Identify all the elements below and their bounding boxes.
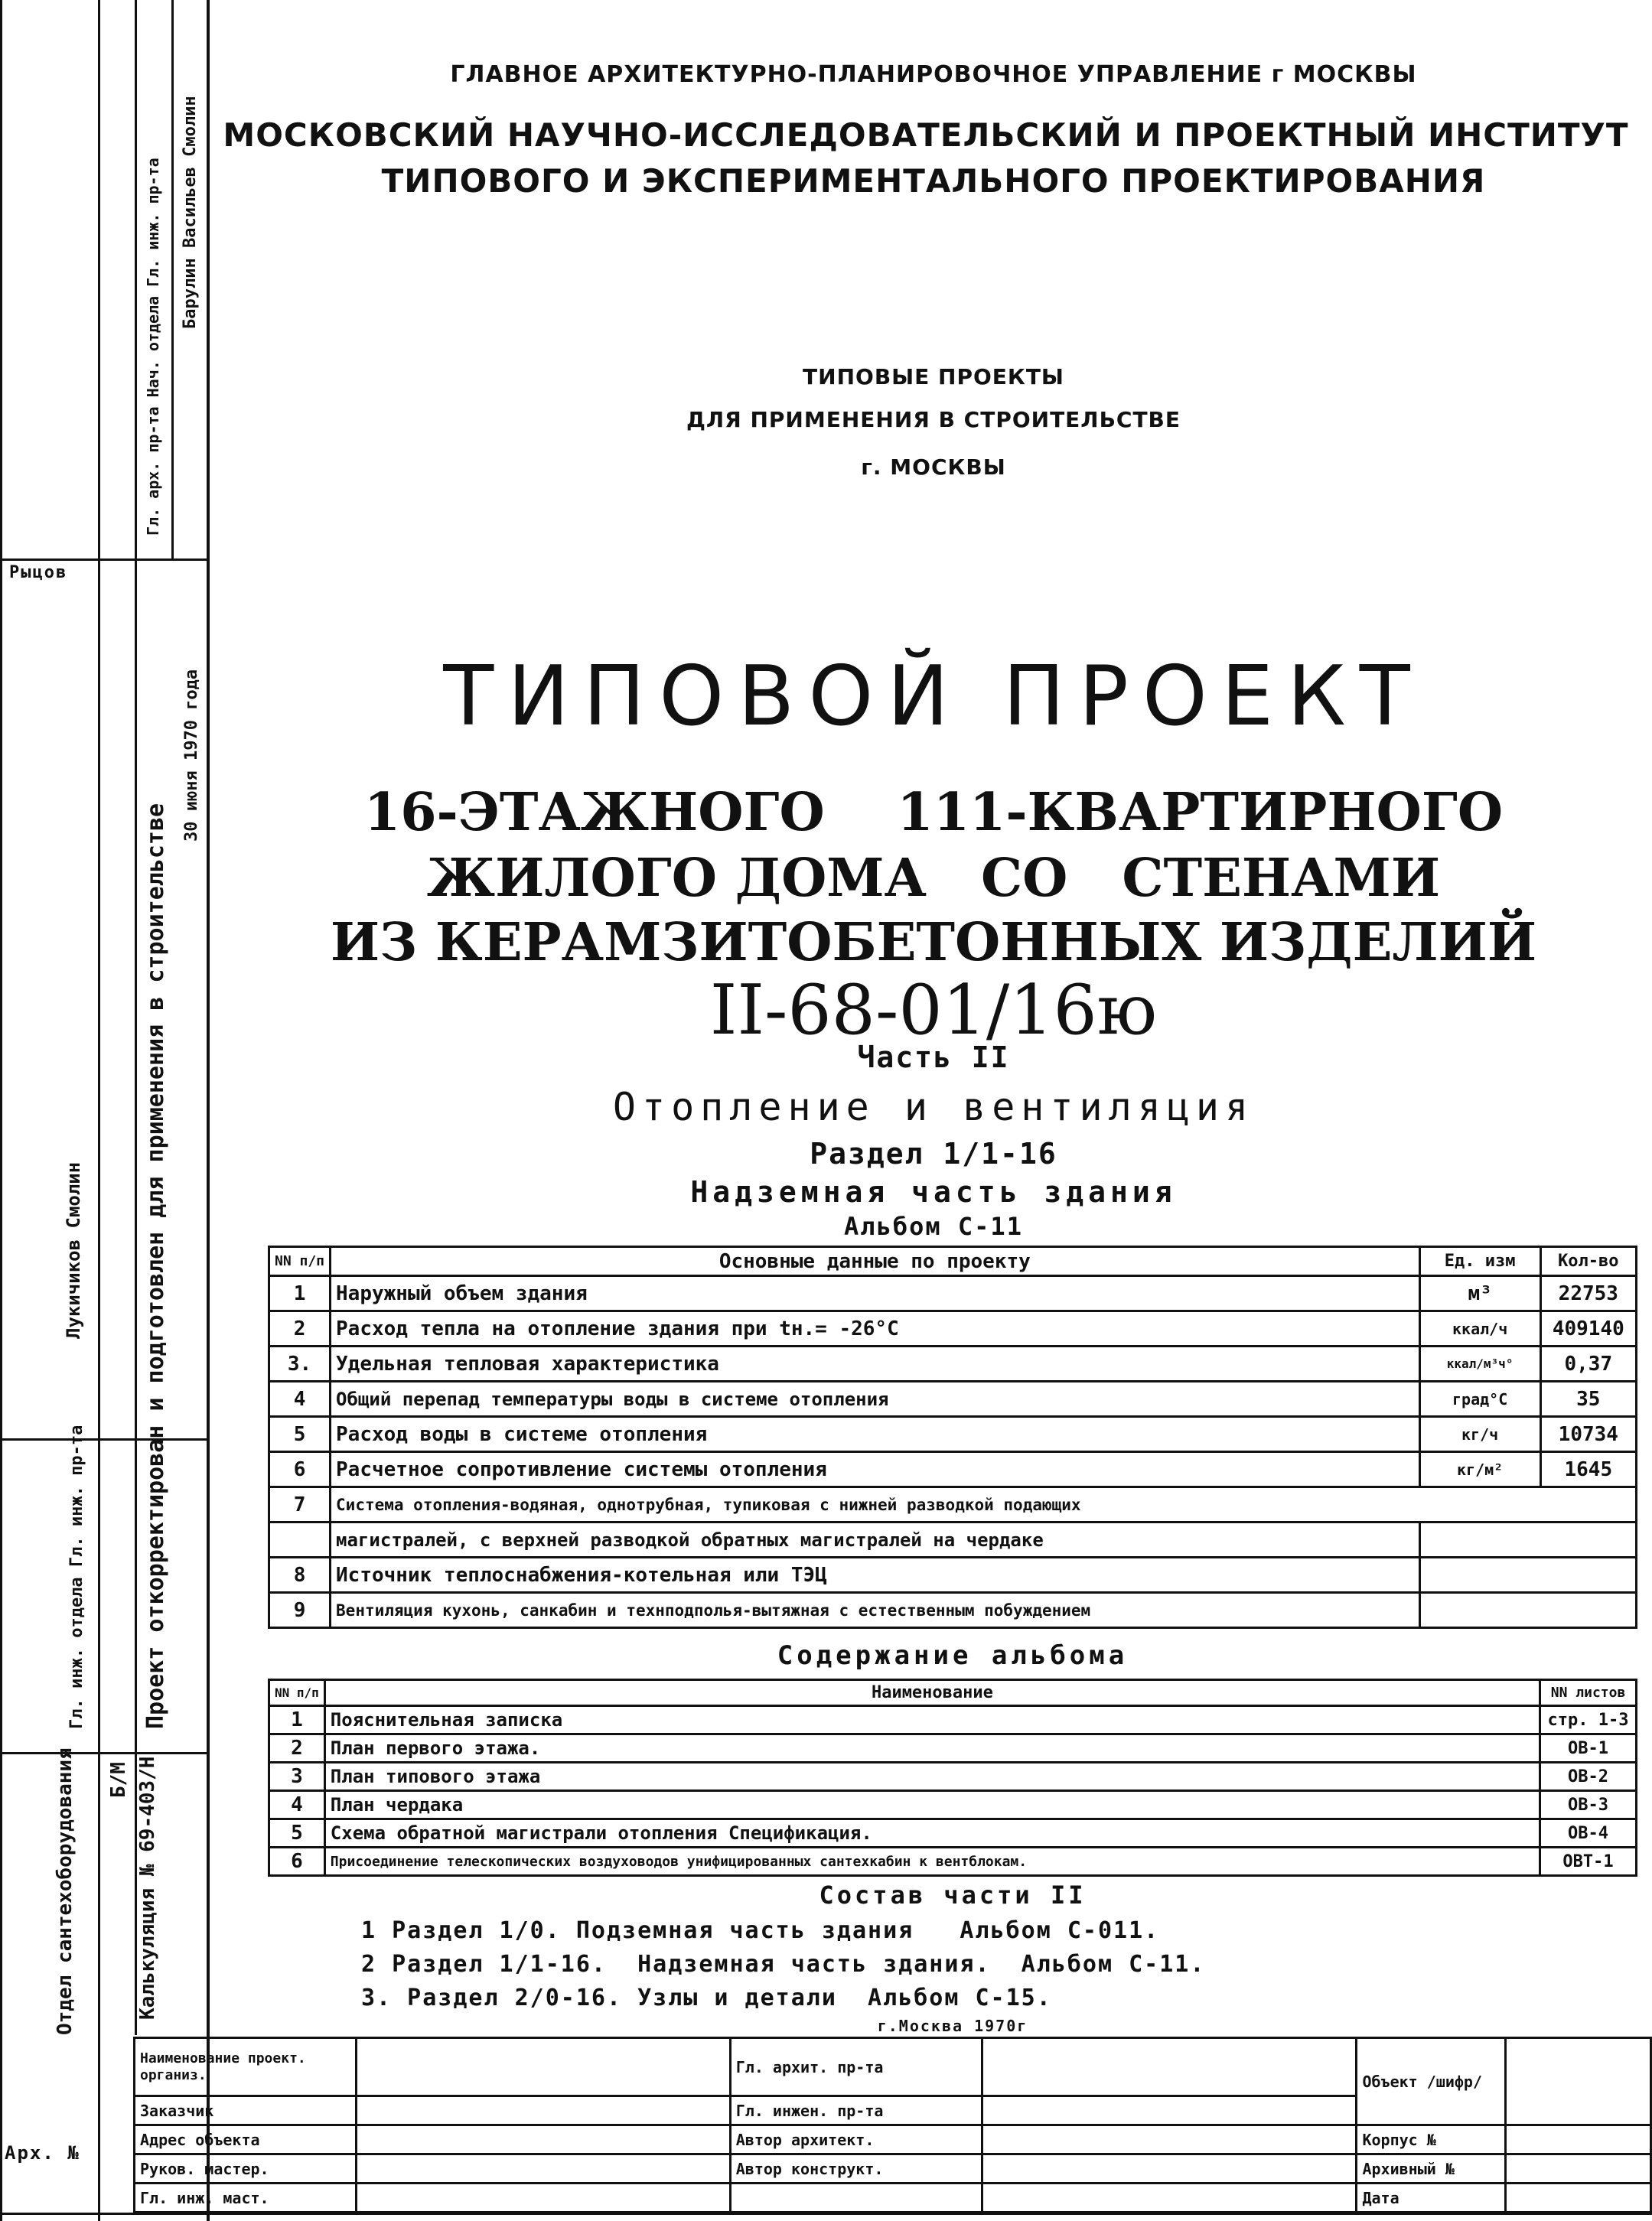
- cell: Пояснительная записка: [324, 1706, 1540, 1734]
- cell: ОВ-2: [1540, 1763, 1637, 1791]
- cell: Расчетное сопротивление системы отопления: [331, 1452, 1420, 1487]
- cell: 4: [269, 1791, 325, 1819]
- title-block-row: [135, 2125, 1651, 2154]
- cell: 0,37: [1540, 1347, 1636, 1382]
- margin-stamp: Рыцов: [9, 563, 68, 582]
- cell: План первого этажа.: [324, 1734, 1540, 1763]
- cell: ккал/м³ч°: [1419, 1347, 1540, 1382]
- cell: кг/м²: [1419, 1452, 1540, 1487]
- project-code: II-68-01/16ю: [709, 970, 1158, 1050]
- title-block-label: Дата: [1357, 2184, 1506, 2213]
- composition-item-1: 1 Раздел 1/0. Подземная часть здания Альбом С-011.: [361, 1917, 1160, 1944]
- cell: кг/ч: [1419, 1417, 1540, 1452]
- left-margin-line: [0, 0, 2, 2221]
- cell: 8: [269, 1558, 331, 1593]
- table-row: [269, 1848, 1637, 1876]
- series-line3: г. МОСКВЫ: [861, 454, 1006, 480]
- directorate-heading: ГЛАВНОЕ АРХИТЕКТУРНО-ПЛАНИРОВОЧНОЕ УПРАВЛЕНИЕ г МОСКВЫ: [450, 61, 1417, 88]
- title-block-label: Наименование проект. организ.: [135, 2038, 357, 2096]
- cell: 6: [269, 1452, 331, 1487]
- title-block-value: [356, 2125, 730, 2154]
- table-header-row: [269, 1247, 1637, 1276]
- title-block-value: [1506, 2038, 1651, 2125]
- title-block-label: Гл. архит. пр-та: [730, 2038, 982, 2096]
- margin-approval-text: Проект откорректирован и подготовлен для применения в строительстве: [142, 803, 169, 1729]
- cell: Общий перепад температуры воды в системе отопления: [331, 1382, 1420, 1417]
- composition-title: Состав части II: [819, 1881, 1087, 1910]
- section-name: Отопление и вентиляция: [612, 1085, 1255, 1129]
- margin-dept-short: Б/М: [107, 1762, 130, 1798]
- margin-dept: Отдел сантехоборудования: [54, 1747, 77, 2035]
- margin-col-line-1: [98, 0, 100, 2221]
- header-cell: NN п/п: [269, 1247, 331, 1276]
- composition-item-3: 3. Раздел 2/0-16. Узлы и детали Альбом С-15.: [361, 1985, 1052, 2011]
- document-title: ТИПОВОЙ ПРОЕКТ: [443, 649, 1424, 744]
- title-block-label: Гл. инж. маст.: [135, 2184, 357, 2213]
- margin-row-line-1: [0, 559, 208, 561]
- cell: град°С: [1419, 1382, 1540, 1417]
- table-row: [269, 1522, 1637, 1558]
- archive-label: Арх. №: [5, 2142, 80, 2164]
- cell: 6: [269, 1848, 325, 1876]
- contents-title: Содержание альбома: [777, 1640, 1129, 1671]
- cell: Схема обратной магистрали отопления Спецификация.: [324, 1819, 1540, 1848]
- cell: стр. 1-3: [1540, 1706, 1637, 1734]
- cell: 3.: [269, 1347, 331, 1382]
- title-block-label: Объект /шифр/: [1357, 2038, 1506, 2125]
- table-row: [269, 1819, 1637, 1848]
- title-block-value: [982, 2154, 1357, 2184]
- frame-left-line: [207, 0, 210, 2221]
- margin-names-mid: Лукичиков Смолин: [63, 1161, 84, 1339]
- title-block-value: [356, 2038, 730, 2096]
- place-year: г.Москва 1970г: [877, 2017, 1028, 2035]
- title-block-value: [982, 2125, 1357, 2154]
- album-number: Альбом С-11: [844, 1212, 1023, 1241]
- cell: ОВ-4: [1540, 1819, 1637, 1848]
- margin-roles-top: Гл. арх. пр-та Нач. отдела Гл. инж. пр-та: [144, 158, 162, 536]
- cell: 1645: [1540, 1452, 1636, 1487]
- series-line2: ДЛЯ ПРИМЕНЕНИЯ В СТРОИТЕЛЬСТВЕ: [686, 407, 1181, 432]
- cell: [269, 1522, 331, 1558]
- cell: 1: [269, 1706, 325, 1734]
- title-block-row: [135, 2184, 1651, 2213]
- institute-name-line1: МОСКОВСКИЙ НАУЧНО-ИССЛЕДОВАТЕЛЬСКИЙ И ПРОЕКТНЫЙ ИНСТИТУТ: [223, 116, 1629, 154]
- cell: ккал/ч: [1419, 1311, 1540, 1347]
- title-block-value: [1506, 2125, 1651, 2154]
- margin-row-line-3: [0, 1752, 208, 1754]
- cell: 4: [269, 1382, 331, 1417]
- margin-col-line-3: [171, 0, 174, 559]
- cell: Вентиляция кухонь, санкабин и технподполья-вытяжная с естественным побуждением: [331, 1593, 1420, 1628]
- title-block-table: [133, 2037, 1652, 2213]
- main-data-table: [268, 1246, 1637, 1629]
- table-row: [269, 1311, 1637, 1347]
- cell: Система отопления-водяная, однотрубная, тупиковая с нижней разводкой подающих: [331, 1487, 1637, 1522]
- table-row: [269, 1347, 1637, 1382]
- title-block-row: [135, 2154, 1651, 2184]
- cell: 35: [1540, 1382, 1636, 1417]
- title-sub3: ИЗ КЕРАМЗИТОБЕТОННЫХ ИЗДЕЛИЙ: [330, 912, 1537, 973]
- header-cell: NN листов: [1540, 1680, 1637, 1706]
- cell: 5: [269, 1417, 331, 1452]
- table-row: [269, 1763, 1637, 1791]
- subsection-name: Надземная часть здания: [690, 1175, 1177, 1209]
- cell: Наружный объем здания: [331, 1276, 1420, 1311]
- cell: Источник теплоснабжения-котельная или ТЭЦ: [331, 1558, 1420, 1593]
- title-block-value: [356, 2184, 730, 2213]
- header-cell: Ед. изм: [1419, 1247, 1540, 1276]
- title-block-label: Архивный №: [1357, 2154, 1506, 2184]
- margin-row-line-2: [0, 1438, 208, 1441]
- cell: 2: [269, 1734, 325, 1763]
- cell: План чердака: [324, 1791, 1540, 1819]
- cell: План типового этажа: [324, 1763, 1540, 1791]
- title-block-value: [982, 2096, 1357, 2125]
- part-label: Часть II: [857, 1040, 1010, 1074]
- cell: [1419, 1522, 1636, 1558]
- title-block-value: [356, 2096, 730, 2125]
- table-row: [269, 1734, 1637, 1763]
- cell: 409140: [1540, 1311, 1636, 1347]
- contents-table: [268, 1679, 1637, 1877]
- cell: м³: [1419, 1276, 1540, 1311]
- cell: Расход тепла на отопление здания при tн.= -26°С: [331, 1311, 1420, 1347]
- margin-names-top: Барулин Васильев Смолин: [181, 96, 200, 329]
- composition-item-2: 2 Раздел 1/1-16. Надземная часть здания. Альбом С-11.: [361, 1951, 1206, 1978]
- title-block-row: [135, 2038, 1651, 2096]
- title-block-label: Заказчик: [135, 2096, 357, 2125]
- cell: магистралей, с верхней разводкой обратных магистралей на чердаке: [331, 1522, 1420, 1558]
- cell: 7: [269, 1487, 331, 1522]
- table-row: [269, 1276, 1637, 1311]
- cell: 5: [269, 1819, 325, 1848]
- table-row: [269, 1382, 1637, 1417]
- title-block-label: Автор конструкт.: [730, 2154, 982, 2184]
- title-block-value: [1506, 2184, 1651, 2213]
- cell: ОВ-1: [1540, 1734, 1637, 1763]
- institute-name-line2: ТИПОВОГО И ЭКСПЕРИМЕНТАЛЬНОГО ПРОЕКТИРОВАНИЯ: [381, 162, 1486, 200]
- title-block-label: Корпус №: [1357, 2125, 1506, 2154]
- cell: [1419, 1593, 1636, 1628]
- header-cell: Наименование: [324, 1680, 1540, 1706]
- table-row: [269, 1791, 1637, 1819]
- title-block-value: [982, 2184, 1357, 2213]
- table-row: [269, 1593, 1637, 1628]
- margin-calc: Калькуляция № 69-403/Н: [136, 1756, 159, 2020]
- cell: [1419, 1558, 1636, 1593]
- title-block-label: Гл. инжен. пр-та: [730, 2096, 982, 2125]
- cell: Удельная тепловая характеристика: [331, 1347, 1420, 1382]
- cell: Расход воды в системе отопления: [331, 1417, 1420, 1452]
- cell: 9: [269, 1593, 331, 1628]
- cell: 10734: [1540, 1417, 1636, 1452]
- title-sub2: ЖИЛОГО ДОМА СО СТЕНАМИ: [426, 848, 1441, 909]
- table-row: [269, 1452, 1637, 1487]
- cell: ОВТ-1: [1540, 1848, 1637, 1876]
- cell: ОВ-3: [1540, 1791, 1637, 1819]
- margin-approval-date: 30 июня 1970 года: [182, 669, 201, 842]
- table-row: [269, 1487, 1637, 1522]
- title-block-label: Руков. мастер.: [135, 2154, 357, 2184]
- title-block-value: [356, 2154, 730, 2184]
- header-cell: Кол-во: [1540, 1247, 1636, 1276]
- cell: Присоединение телескопических воздуховодов унифицированных сантехкабин к вентблокам.: [324, 1848, 1540, 1876]
- header-cell: Основные данные по проекту: [331, 1247, 1420, 1276]
- title-block-value: [730, 2184, 982, 2213]
- cell: 22753: [1540, 1276, 1636, 1311]
- cell: 1: [269, 1276, 331, 1311]
- title-block-label: Адрес объекта: [135, 2125, 357, 2154]
- cell: 3: [269, 1763, 325, 1791]
- margin-dept-roles: Гл. инж. отдела Гл. инж. пр-та: [67, 1425, 86, 1729]
- title-block-label: Автор архитект.: [730, 2125, 982, 2154]
- series-line1: ТИПОВЫЕ ПРОЕКТЫ: [803, 364, 1064, 389]
- table-row: [269, 1706, 1637, 1734]
- section-number: Раздел 1/1-16: [810, 1137, 1057, 1171]
- table-header-row: [269, 1680, 1637, 1706]
- title-block-value: [1506, 2154, 1651, 2184]
- title-sub1: 16-ЭТАЖНОГО 111-КВАРТИРНОГО: [363, 782, 1504, 843]
- table-row: [269, 1417, 1637, 1452]
- margin-col-line-2: [135, 0, 137, 2035]
- cell: 2: [269, 1311, 331, 1347]
- header-cell: NN п/п: [269, 1680, 325, 1706]
- table-row: [269, 1558, 1637, 1593]
- title-block-value: [982, 2038, 1357, 2096]
